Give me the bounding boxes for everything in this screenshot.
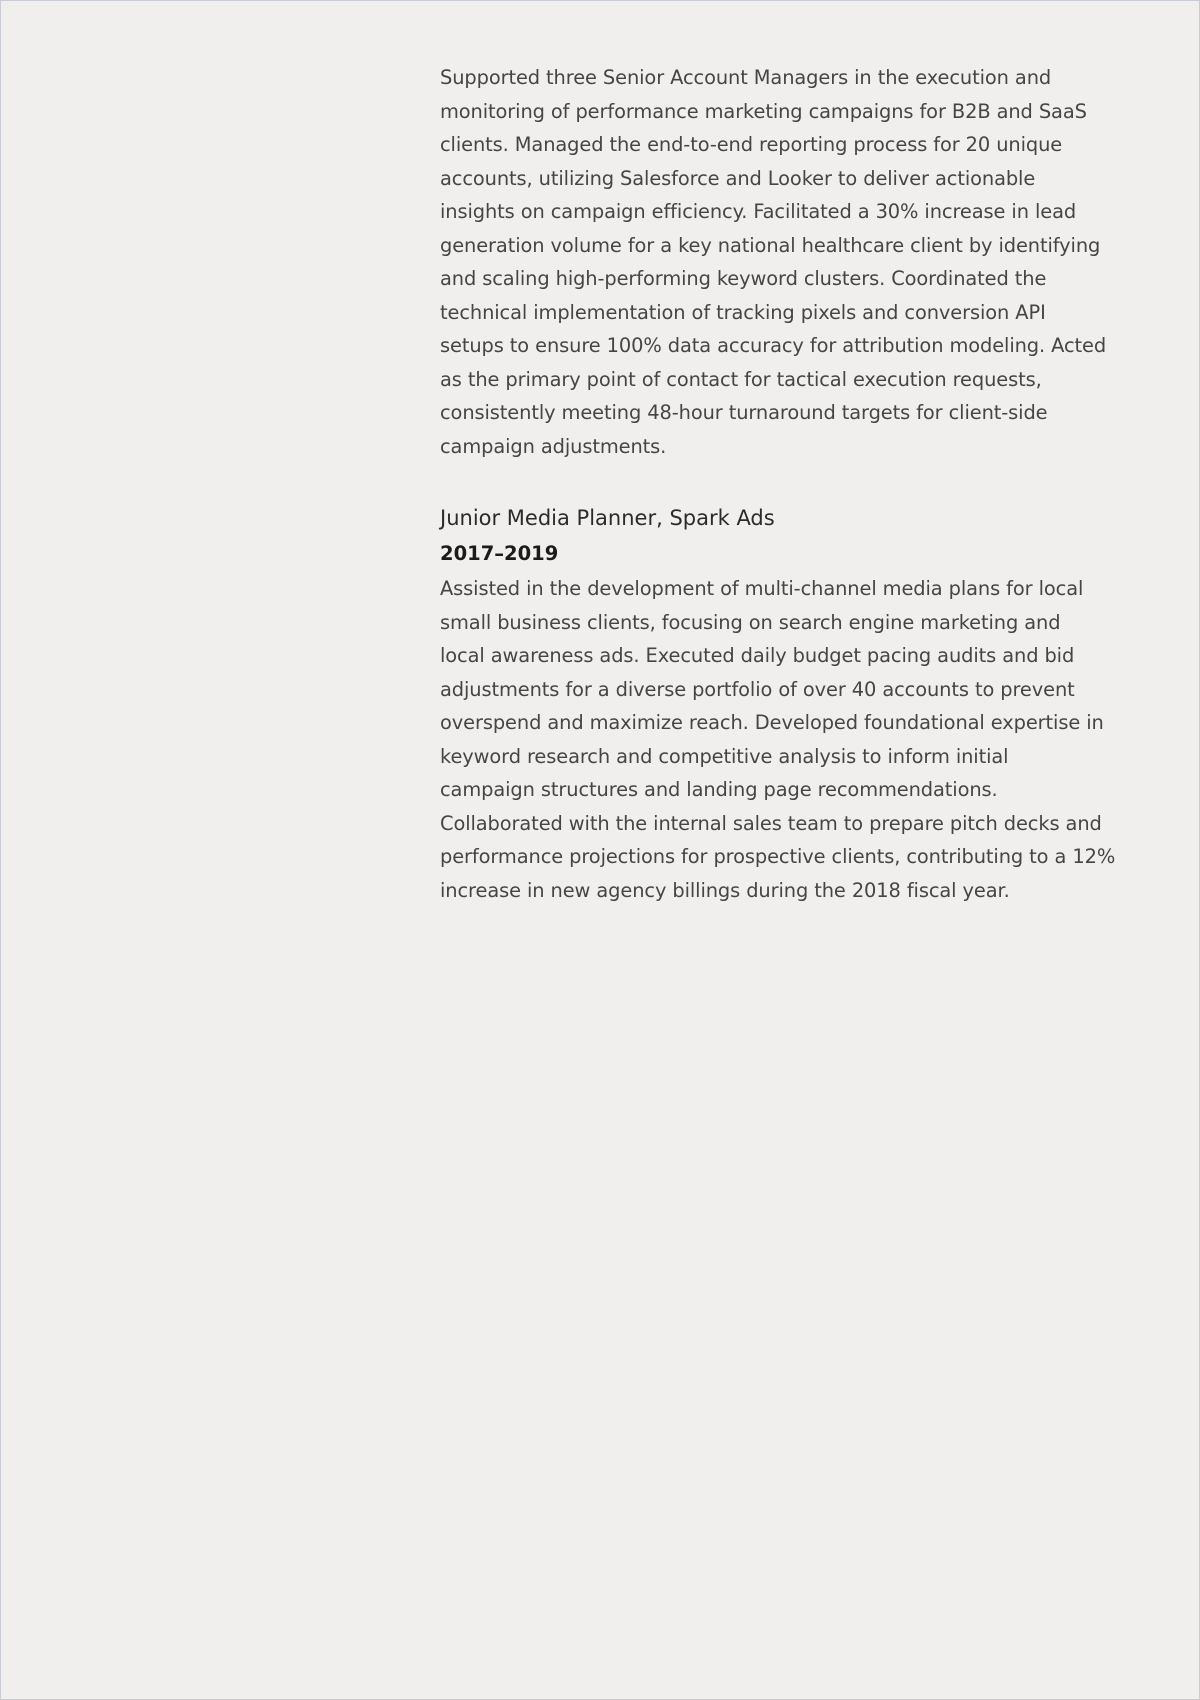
description-line: local awareness ads. Executed daily budget pacing audits and bid [440, 644, 1075, 667]
job-dates: 2017–2019 [440, 542, 559, 565]
description-line: campaign structures and landing page recommendations. [440, 778, 998, 801]
job-title: Junior Media Planner, Spark Ads [440, 506, 775, 530]
job-description-junior-media-planner [440, 572, 1130, 907]
description-line: generation volume for a key national healthcare client by identifying [440, 233, 1101, 257]
description-line: overspend and maximize reach. Developed foundational expertise in [440, 711, 1104, 734]
description-line: Collaborated with the internal sales team to prepare pitch decks and [440, 811, 1102, 835]
description-line: setups to ensure 100% data accuracy for attribution modeling. Acted [440, 334, 1107, 357]
description-line: Assisted in the development of multi-channel media plans for local [440, 577, 1084, 600]
description-line: monitoring of performance marketing campaigns for B2B and SaaS [440, 99, 1087, 123]
description-line: accounts, utilizing Salesforce and Looker to deliver actionable [440, 166, 1036, 190]
job-description-previous [440, 61, 1130, 463]
description-line: increase in new agency billings during the 2018 fiscal year. [440, 878, 1010, 902]
description-line: as the primary point of contact for tactical execution requests, [440, 367, 1042, 391]
description-line: technical implementation of tracking pixels and conversion API [440, 300, 1046, 324]
description-line: adjustments for a diverse portfolio of over 40 accounts to prevent [440, 677, 1075, 701]
description-line: Supported three Senior Account Managers in the execution and [440, 66, 1052, 89]
description-line: performance projections for prospective clients, contributing to a 12% [440, 845, 1116, 868]
description-line: campaign adjustments. [440, 434, 667, 458]
description-line: insights on campaign efficiency. Facilitated a 30% increase in lead [440, 200, 1077, 223]
description-line: and scaling high-performing keyword clusters. Coordinated the [440, 267, 1047, 290]
description-line: clients. Managed the end-to-end reporting process for 20 unique [440, 133, 1063, 156]
description-line: consistently meeting 48-hour turnaround targets for client-side [440, 401, 1048, 424]
description-line: small business clients, focusing on search engine marketing and [440, 610, 1061, 634]
experience-column [440, 61, 1130, 907]
description-line: keyword research and competitive analysis to inform initial [440, 744, 1009, 768]
